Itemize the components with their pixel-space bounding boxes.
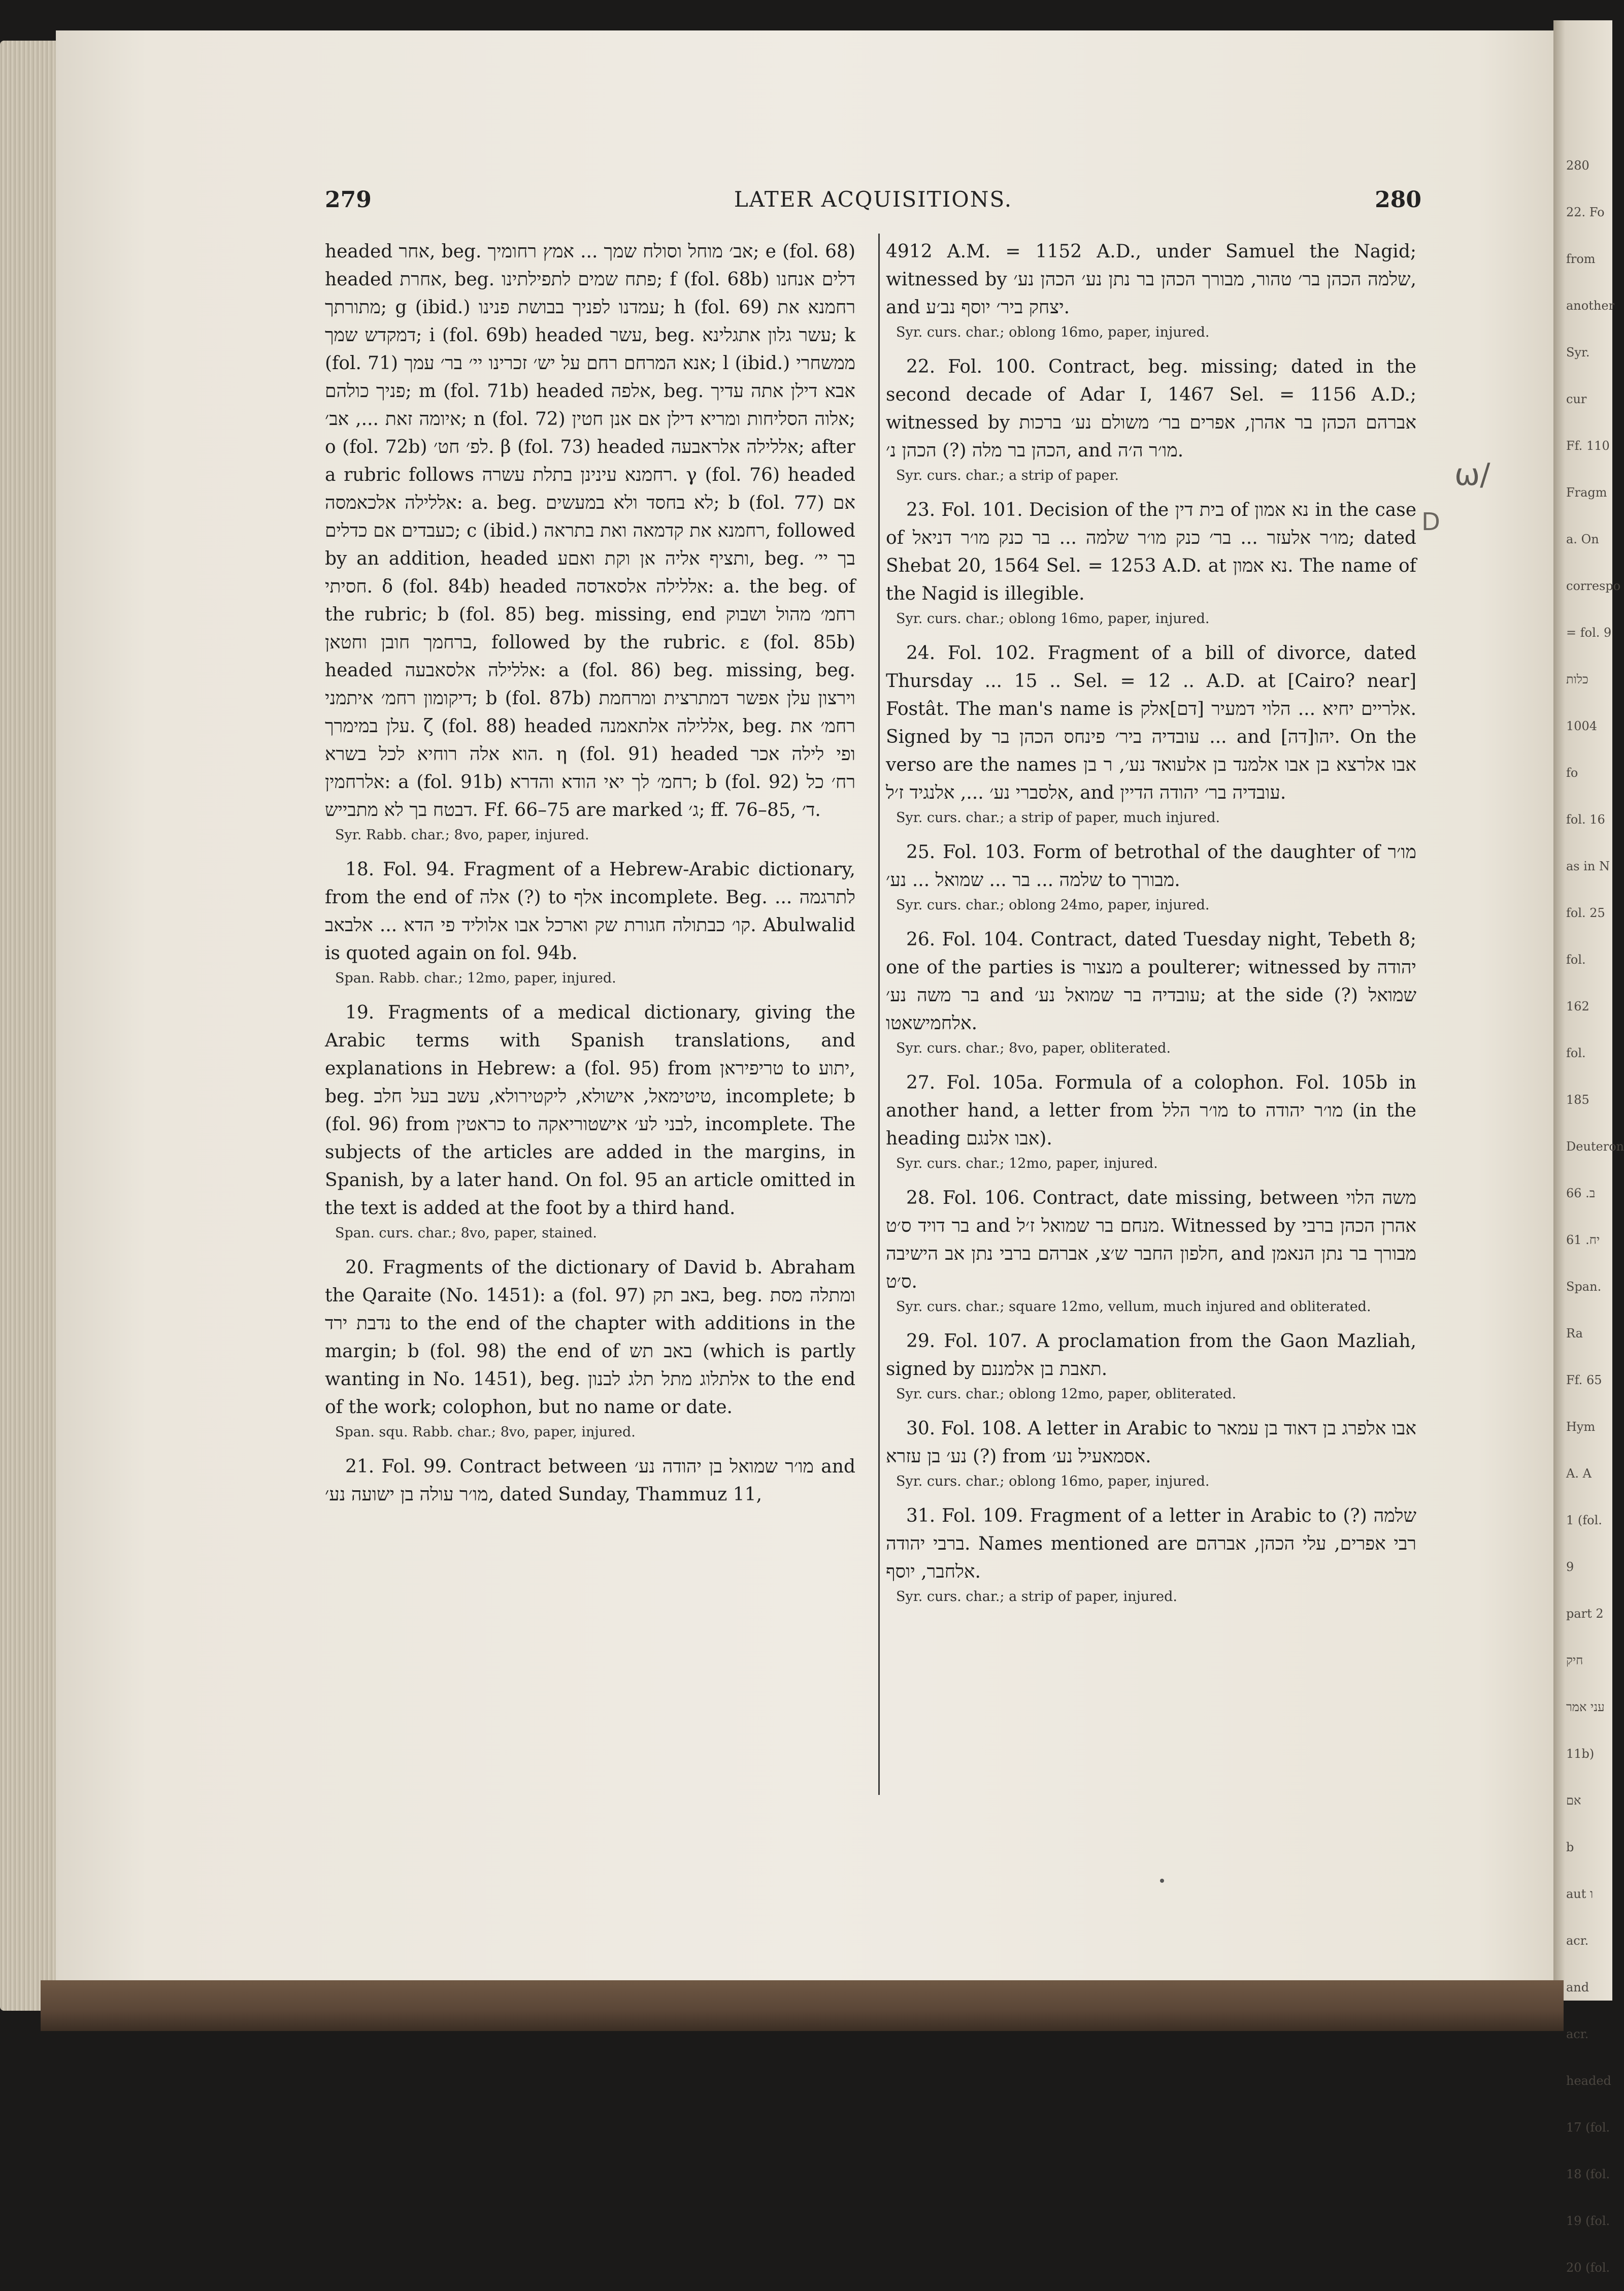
catalogue-entry: 21. Fol. 99. Contract between מו׳ר שמואל בן יהודה נע׳ and מו׳ר עולה בן ישועה נע׳, dated Sunday, Thammuz 11,: [325, 1456, 856, 1505]
facing-page-fragment-text: 280 22. Fo from another Syr. cur Ff. 110 Fragm a. On correspo = fol. 9 כלות 1004 fo fol. 16 as in N fol. 25 fol. 162 fol. 185 Deuteron ב. 66 יח. 61 Span. Ra Ff. 65 Hym A. A 1 (fol. 9 part 2 חיק עני אמר 11b) אם b aut ו acr. and acr. headed 17 (fol. 18 (fol. 19 (fol. 20 (fol.: [1566, 158, 1624, 2275]
margin-pencil-mark: ω/: [1454, 457, 1490, 493]
catalogue-entry: 24. Fol. 102. Fragment of a bill of divorce, dated Thursday ... 15 .. Sel. = 12 .. A.D. at [Cairo? near] Fostât. The man's name is אלריים יחיא ... הלוי דמעיר [דם]אלק. Signed by עובדיה ביר׳ פינחס הכהן בר ... and [דה]יהו. On the verso are the names אבו אלרצא בן אבו אלמנד בן אלעואד נע׳, ר בן אלסברי נע׳ ..., אלנגיד ז׳ל, and עובדיה בר׳ יהודה הדיין.: [886, 643, 1417, 803]
catalogue-entry: 29. Fol. 107. A proclamation from the Gaon Mazliah, signed by תאבת בן אלמננם.: [886, 1331, 1416, 1380]
catalogue-entry: 23. Fol. 101. Decision of the בית דין of נא אמון in the case of מו׳ר אלעזר ... בר׳ כנק מו׳ר שלמה ... בר כנק מו׳ר דניאל; dated Shebat 20, 1564 Sel. = 1253 A.D. at נא אמון. The name of the Nagid is illegible.: [886, 500, 1417, 604]
left-column: [325, 238, 855, 1509]
margin-pencil-mark: D: [1421, 508, 1440, 536]
description-note: Syr. curs. char.; oblong 16mo, paper, injured.: [896, 324, 1210, 340]
catalogue-entry: 18. Fol. 94. Fragment of a Hebrew-Arabic dictionary, from the end of אלה (?) to אלף incomplete. Beg. ... לתרגמה קו׳ כבתולה חגורת שק וארכל אבו אלוליד פי הדא ... אלבאב. Abulwalid is quoted again on fol. 94b.: [325, 859, 855, 964]
description-note: Span. curs. char.; 8vo, paper, stained.: [335, 1225, 597, 1241]
page-number-left: 279: [325, 187, 372, 213]
catalogue-entry: headed אחר, beg. אב׳ מוחל וסולח שמך ... אמץ רחומיך; e (fol. 68) headed אחרת, beg. פתח שמים לתפילתינו; f (fol. 68b) דלים אנחנו מתורתך; g (ibid.) עמדנו לפניך בבושת פנינו; h (fol. 69) רחמנא את דמקדש שמך; i (fol. 69b) headed עשר, beg. עשר גלון אתגלינא; k (fol. 71) אנא המרחם רחם על יש׳ זכרינו יי׳ בר׳ עמך; l (ibid.) ממשחרי פניך כולהם; m (fol. 71b) headed אלפה, beg. אבא דילן אתה עדיך איומה זאת ..., אב׳; n (fol. 72) אלוה הסליחות ומריא דילן אם אנן חטין; o (fol. 72b) לפ׳ חט׳. β (fol. 73) headed אללילה אלראבעה; after a rubric follows רחמנא עינינן בתלת עשרה. γ (fol. 76) headed אללילה אלכאמסה: a. beg. לא בחסד ולא במעשים; b (fol. 77) אם כעבדים אם כדלים; c (ibid.) רחמנא את קדמאה ואת בתראה, followed by an addition, headed ותציף אליה אן וקת ואםע, beg. בך יי׳ חסיתי. δ (fol. 84b) headed אללילה אלסאדסה: a. the beg. of the rubric; b (fol. 85) beg. missing, end רחמ׳ מהול ושבוק ברחמך חובן וחטאן, followed by the rubric. ε (fol. 85b) headed אללילה אלסאבעה: a (fol. 86) beg. missing, beg. דיקומון רחמ׳ איתמני; b (fol. 87b) וירצון עלן אפשר דמתרצית ומרחמת עלן במימרך. ζ (fol. 88) headed אללילה אלתאמנה, beg. רחמ׳ את הוא אלה רוחיא לכל בשרא. η (fol. 91) headed ופי לילה אכר אלרחמין: a (fol. 91b) רחמ׳ לך יאי הודא והדרא; b (fol. 92) רח׳ כל דבטח בך לא מתבייש. Ff. 66–75 are marked ג׳; ff. 76–85, ד׳.: [325, 241, 856, 821]
book-page-edges: [0, 41, 61, 2011]
description-note: Syr. curs. char.; oblong 16mo, paper, injured.: [896, 611, 1210, 627]
description-note: Span. Rabb. char.; 12mo, paper, injured.: [335, 970, 616, 986]
catalogue-entry: 20. Fragments of the dictionary of David b. Abraham the Qaraite (No. 1451): a (fol. 97) באב תק, beg. ומתלה מסת נדבת ירד to the end of the chapter with additions in the margin; b (fol. 98) the end of באב תש (which is partly wanting in No. 1451), beg. אלתלוג מתל תלג לבנון to the end of the work; colophon, but no name or date.: [325, 1257, 855, 1418]
page-number-right: 280: [1375, 187, 1421, 213]
description-note: Syr. curs. char.; a strip of paper, much injured.: [896, 810, 1220, 826]
description-note: Syr. curs. char.; a strip of paper.: [896, 468, 1119, 483]
catalogue-entry: 28. Fol. 106. Contract, date missing, between משה הלוי בר דויד ס׳ט and מנחם בר שמואל ז׳ל. Witnessed by אהרן הכהן ברבי חלפון החבר ש׳צ, אברהם ברבי נתן אב הישיבה, and מבורך בר נתן הנאמן ס׳ט.: [886, 1188, 1417, 1292]
ink-dot: [1160, 1879, 1164, 1883]
description-note: Syr. curs. char.; a strip of paper, injured.: [896, 1589, 1178, 1605]
description-note: Syr. curs. char.; oblong 16mo, paper, injured.: [896, 1474, 1210, 1489]
description-note: Syr. curs. char.; 8vo, paper, obliterated.: [896, 1040, 1171, 1056]
description-note: Syr. curs. char.; oblong 24mo, paper, injured.: [896, 897, 1210, 913]
catalogue-entry: 19. Fragments of a medical dictionary, giving the Arabic terms with Spanish translations, and explanations in Hebrew: a (fol. 95) from טריפיראן to יתוע, beg. טיטימאל, אישולא, ליקטירולא, עשב בעל חלב, incomplete; b (fol. 96) from כראטין to לבני לע׳ אישטוריאקה, incomplete. The subjects of the articles are added in the margins, in Spanish, by a later hand. On fol. 95 an article omitted in the text is added at the foot by a third hand.: [325, 1002, 856, 1219]
description-note: Syr. Rabb. char.; 8vo, paper, injured.: [335, 827, 589, 843]
catalogue-entry: 22. Fol. 100. Contract, beg. missing; dated in the second decade of Adar I, 1467 Sel. = 1156 A.D.; witnessed by אברהם הכהן בר אהרן, אפרים בר׳ משולם נע׳ ברכות הכהן בר מלה (?) הכהן נ׳, and מו׳ר ה׳ה.: [886, 356, 1417, 461]
catalogue-entry: 25. Fol. 103. Form of betrothal of the daughter of מו׳ר שלמה ... בר ... שמואל ... נע׳ to מבורך.: [886, 842, 1416, 891]
right-column: [886, 238, 1416, 1617]
catalogue-entry: 27. Fol. 105a. Formula of a colophon. Fol. 105b in another hand, a letter from מו׳ר הלל to מו׳ר יהודה (in the heading אבו אלנגם).: [886, 1072, 1416, 1149]
description-note: Syr. curs. char.; oblong 12mo, paper, obliterated.: [896, 1386, 1237, 1402]
column-divider: [878, 234, 880, 1795]
description-note: Syr. curs. char.; square 12mo, vellum, much injured and obliterated.: [896, 1299, 1371, 1315]
catalogue-entry: 30. Fol. 108. A letter in Arabic to אבו אלפרג בן דאוד בן עמאר נע׳ בן עזרא (?) from אסמאעיל נע׳.: [886, 1418, 1416, 1467]
catalogue-entry: 4912 A.M. = 1152 A.D., under Samuel the Nagid; witnessed by שלמה הכהן בר׳ טהור, מבורך הכהן בר נתן נע׳ הכהן נע׳, and יצחק ביר׳ יוסף נב׳ע.: [886, 241, 1416, 318]
catalogue-entry: 31. Fol. 109. Fragment of a letter in Arabic to (?) שלמה ברבי יהודה. Names mentioned are רבי אפרים, עלי הכהן, אברהם אלחבר, יוסף.: [886, 1505, 1416, 1582]
description-note: Syr. curs. char.; 12mo, paper, injured.: [896, 1156, 1158, 1171]
book-cover-edge: [41, 1980, 1564, 2031]
page-header: [325, 187, 1421, 217]
catalogue-entry: 26. Fol. 104. Contract, dated Tuesday night, Tebeth 8; one of the parties is מנצור a poulterer; witnessed by יהודה בר משה נע׳ and עובדיה בר שמואל נע׳; at the side (?) שמואל אלחמישאטו.: [886, 929, 1416, 1034]
description-note: Span. squ. Rabb. char.; 8vo, paper, injured.: [335, 1424, 636, 1440]
running-title: LATER ACQUISITIONS.: [734, 187, 1013, 212]
